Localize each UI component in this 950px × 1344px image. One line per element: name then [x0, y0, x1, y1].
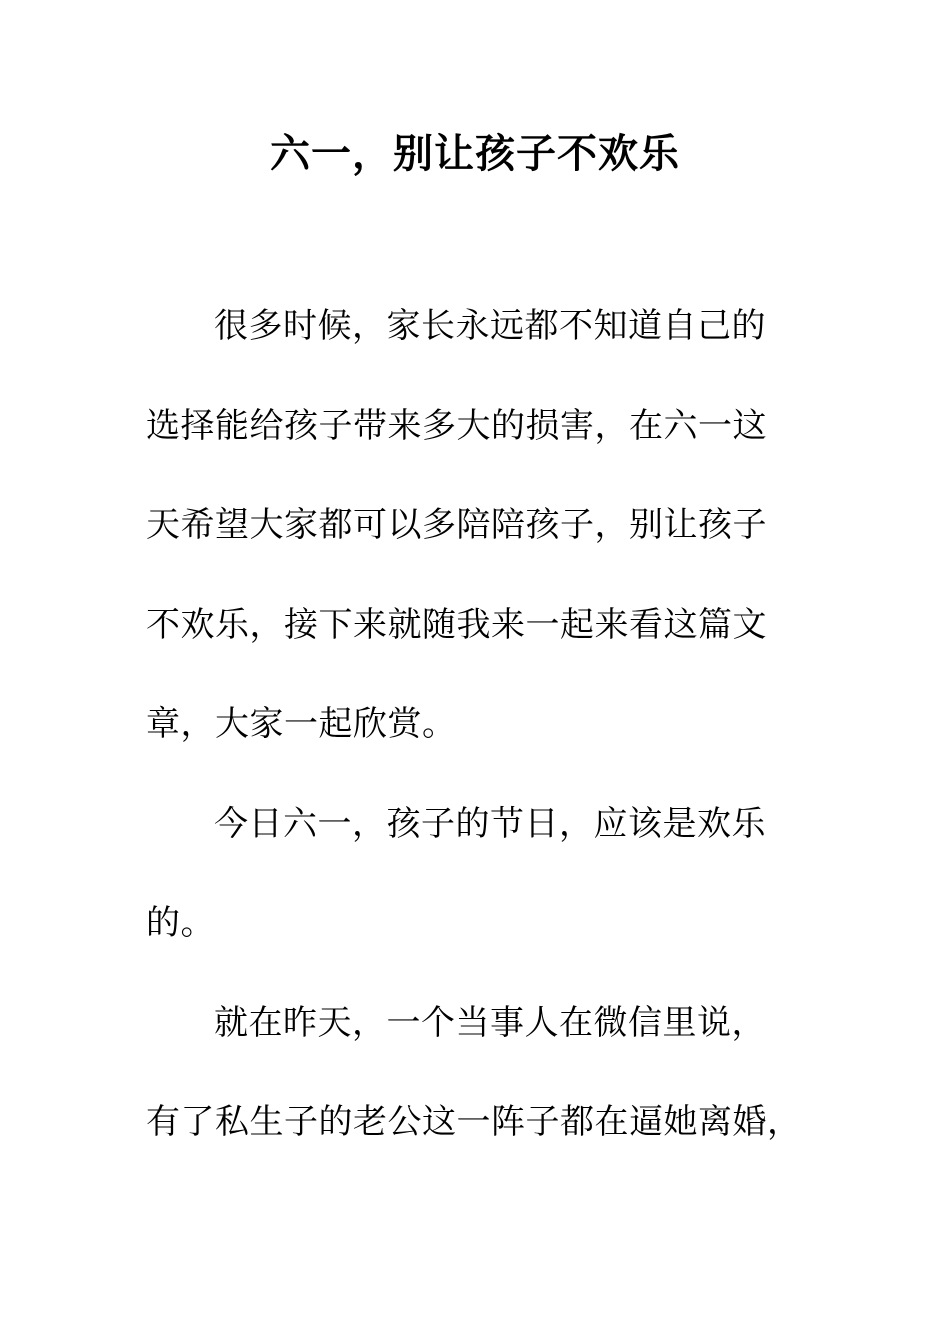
paragraph-line: 就在昨天，一个当事人在微信里说， — [214, 1003, 766, 1043]
paragraph-line: 有了私生子的老公这一阵子都在逼她离婚， — [146, 1102, 802, 1142]
document-title: 六一，别让孩子不欢乐 — [270, 130, 680, 177]
paragraph-line: 很多时候，家长永远都不知道自己的 — [214, 306, 766, 346]
paragraph-line: 选择能给孩子带来多大的损害，在六一这 — [146, 406, 767, 446]
paragraph-line: 章，大家一起欣赏。 — [146, 704, 457, 744]
paragraph-line: 天希望大家都可以多陪陪孩子，别让孩子 — [146, 505, 767, 545]
paragraph-line: 的。 — [146, 903, 215, 943]
paragraph-line: 不欢乐，接下来就随我来一起来看这篇文 — [146, 605, 767, 645]
paragraph-line: 今日六一，孩子的节日，应该是欢乐 — [214, 804, 766, 844]
